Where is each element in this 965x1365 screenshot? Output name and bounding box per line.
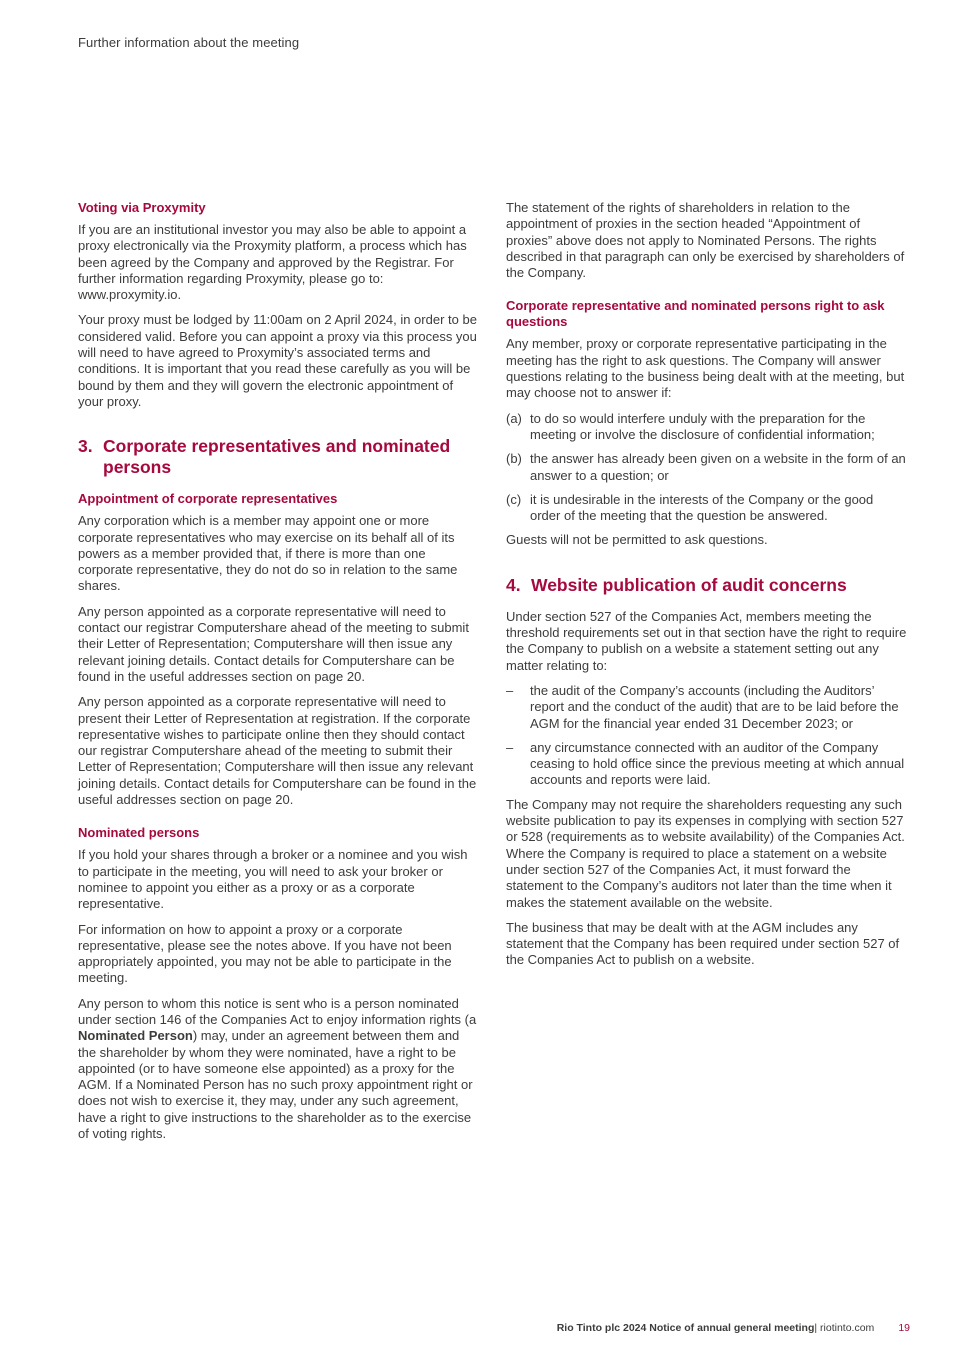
paragraph: Any corporation which is a member may appoint one or more corporate representatives who may exercise on its behalf all of its powers as a member provided that, if there is more than one corporate representative, they do not do so in relation to the same shares. — [78, 513, 458, 594]
bullet-item — [506, 683, 907, 732]
paragraph: Any member, proxy or corporate representative participating in the meeting has the right to ask questions. The Company will answer questions relating to the business being dealt with at the meeting, but may choose not to answer if: — [506, 336, 905, 401]
bullet-text: any circumstance connected with an auditor of the Company ceasing to hold office since the previous meeting at which annual accounts and reports were laid. — [530, 739, 905, 788]
paragraph-text: ) may, under an agreement between them and the shareholder by whom they were nominated, have a right to be appointed (or to have someone else appointed) as a proxy for the AGM. If a Nominated Person has no such proxy appointment right or does not wish to exercise it, they may, under any such agreement, have a right to give instructions to the shareholder as to the exercise of voting rights. — [78, 1028, 473, 1142]
paragraph: For information on how to appoint a proxy or a corporate representative, please see the notes above. If you have not been appropriately appointed, you may not be able to participate in the meeting. — [78, 921, 452, 986]
paragraph: Any person appointed as a corporate representative will need to contact our registrar Computershare ahead of the meeting to submit their Letter of Representation; Computershare will then issue any relevant joining details. Contact details for Computershare can be found in the useful addresses section on page 20. — [78, 603, 469, 684]
paragraph-text: Any person to whom this notice is sent who is a person nominated under section 146 of the Companies Act to enjoy information rights (a — [78, 995, 477, 1027]
list-text: to do so would interfere unduly with the preparation for the meeting or involve the disclosure of confidential information; — [530, 410, 875, 442]
paragraph: The Company may not require the shareholders requesting any such website publication to pay its expenses in complying with section 527 or 528 (requirements as to website availability) of the Companies Act. Where the Company is required to place a statement on a website under section 527 of the Companies Act, it must forward the statement to the Company’s auditors not later than the time when it makes the statement available on the website. — [506, 796, 905, 910]
heading-nominated-persons: Nominated persons — [78, 825, 200, 841]
section-heading-3 — [78, 436, 479, 478]
page-number: 19 — [898, 1322, 910, 1334]
right-column — [506, 200, 907, 1151]
section-title: Corporate representatives and nominated persons — [103, 436, 451, 478]
content-columns — [78, 200, 907, 1151]
paragraph: If you hold your shares through a broker or a nominee and you wish to participate in the meeting, you will need to ask your broker or nominee to appoint you either as a proxy or as a corporate representative. — [78, 847, 468, 912]
heading-right-to-ask-questions: Corporate representative and nominated persons right to ask questions — [506, 298, 885, 330]
paragraph: If you are an institutional investor you may also be able to appoint a proxy electronically via the Proxymity platform, a process which has been agreed by the Company and approved by the Registrar. For further information regarding Proxymity, please go to: www.proxymity.io. — [78, 222, 467, 303]
paragraph: Your proxy must be lodged by 11:00am on 2 April 2024, in order to be considered valid. Before you can appoint a proxy via this process you will need to have agreed to Proxymity’s associated terms and conditions. It is important that you read these carefully as you will be bound by them and they will govern the electronic appointment of your proxy. — [78, 312, 477, 409]
bullet-dash: – — [506, 682, 514, 698]
running-header: Further information about the meeting — [78, 35, 300, 50]
list-item — [506, 451, 907, 484]
page-footer — [78, 1322, 910, 1334]
bold-term-nominated-person: Nominated Person — [78, 1028, 193, 1044]
paragraph — [78, 996, 479, 1143]
bullet-dash: – — [506, 739, 514, 755]
paragraph: Under section 527 of the Companies Act, members meeting the threshold requirements set out in that section have the right to require the Company to publish on a website a statement setting out any matter relating to: — [506, 608, 907, 673]
left-column — [78, 200, 479, 1151]
bullet-text: the audit of the Company’s accounts (including the Auditors’ report and the conduct of the audit) that are to be laid before the AGM for the financial year ended 31 December 2023; or — [530, 682, 899, 731]
list-text: the answer has already been given on a website in the form of an answer to a question; or — [530, 451, 906, 483]
paragraph: Any person appointed as a corporate representative will need to present their Letter of Representation at registration. If the corporate representative wishes to participate online then they should contact our registrar Computershare ahead of the meeting to submit their Letter of Representation; Computershare will then issue any relevant joining details. Contact details for Computershare can be found in the useful addresses section on page 20. — [78, 694, 477, 808]
paragraph: The statement of the rights of shareholders in relation to the appointment of proxies in the section headed “Appointment of proxies” above does not apply to Nominated Persons. The rights described in that paragraph can only be exercised by shareholders of the Company. — [506, 200, 905, 281]
list-marker: (c) — [506, 491, 522, 507]
footer-site: | riotinto.com — [814, 1322, 875, 1334]
section-title: Website publication of audit concerns — [531, 574, 847, 595]
list-marker: (b) — [506, 451, 522, 467]
bullet-item — [506, 740, 907, 789]
paragraph: The business that may be dealt with at the AGM includes any statement that the Company has been required under section 527 of the Companies Act to publish on a website. — [506, 919, 900, 968]
paragraph: Guests will not be permitted to ask questions. — [506, 532, 768, 548]
section-number: 4. — [506, 574, 521, 595]
list-item — [506, 411, 907, 444]
section-number: 3. — [78, 436, 93, 457]
list-item — [506, 492, 907, 525]
footer-publication-title: Rio Tinto plc 2024 Notice of annual general meeting — [556, 1322, 815, 1334]
section-heading-4 — [506, 575, 907, 596]
heading-voting-via-proxymity: Voting via Proxymity — [78, 200, 206, 215]
list-marker: (a) — [506, 410, 522, 426]
heading-appointment-of-corporate-representatives: Appointment of corporate representatives — [78, 491, 338, 507]
list-text: it is undesirable in the interests of the Company or the good order of the meeting that the question be answered. — [530, 491, 874, 524]
